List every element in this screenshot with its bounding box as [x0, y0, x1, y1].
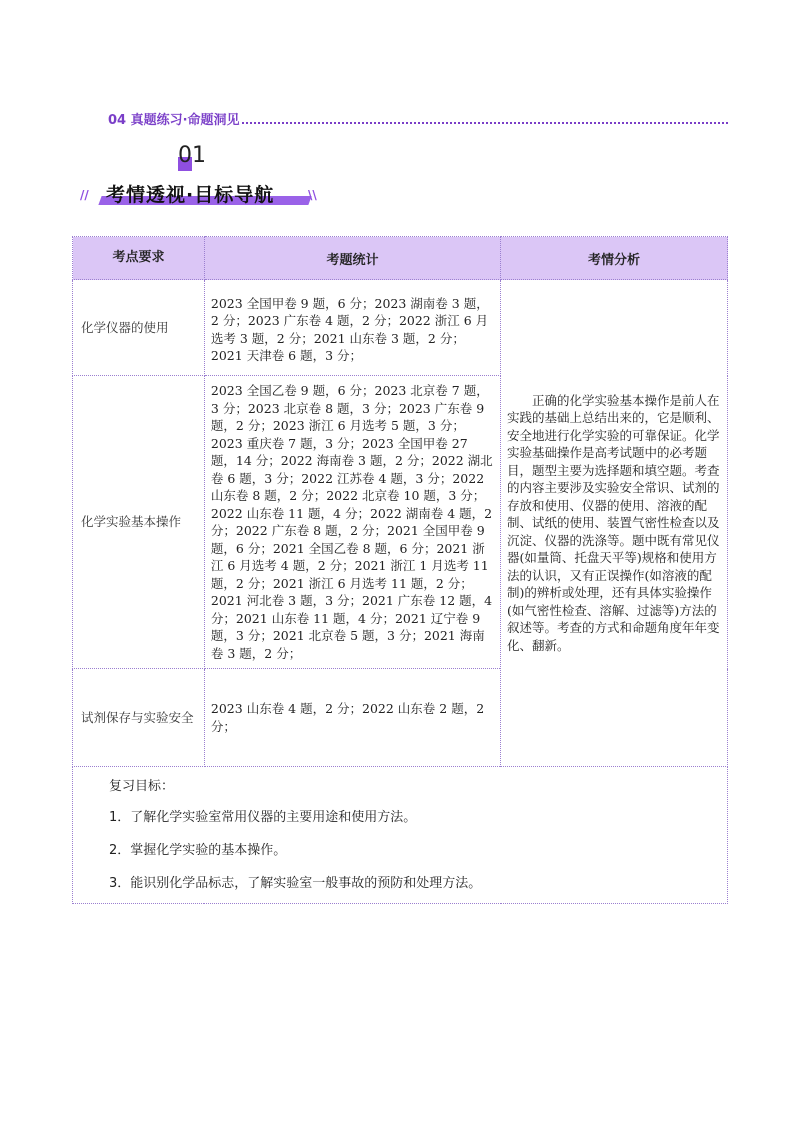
slash-decoration-right: \\ — [308, 188, 317, 202]
row-point: 试剂保存与实验安全 — [73, 669, 205, 767]
dotted-rule — [242, 122, 728, 124]
section-header — [108, 108, 728, 128]
goal-item: 2．掌握化学实验的基本操作。 — [109, 843, 287, 858]
row-stats: 2023 山东卷 4 题，2 分；2022 山东卷 2 题，2 分； — [204, 669, 500, 767]
header-stats: 考题统计 — [204, 237, 500, 280]
goal-item: 1．了解化学实验室常用仪器的主要用途和使用方法。 — [109, 810, 417, 825]
goals-cell — [73, 767, 728, 904]
banner-title: 考情透视·目标导航 — [106, 184, 275, 206]
goals-title: 复习目标： — [109, 779, 175, 794]
header-analysis: 考情分析 — [501, 237, 728, 280]
slash-decoration-left: // — [80, 188, 89, 202]
row-stats: 2023 全国甲卷 9 题，6 分；2023 湖南卷 3 题，2 分；2023 广东卷 4 题，2 分；2022 浙江 6 月选考 3 题，2 分；2021 山东卷 3 题，2 分；2021 天津卷 6 题，3 分； — [204, 280, 500, 376]
row-point: 化学仪器的使用 — [73, 280, 205, 376]
table-row — [73, 280, 728, 376]
goals-row — [73, 767, 728, 904]
table-header-row — [73, 237, 728, 280]
row-stats: 2023 全国乙卷 9 题，6 分；2023 北京卷 7 题，3 分；2023 北京卷 8 题，3 分；2023 广东卷 9 题，2 分；2023 浙江 6 月选考 5 题，3 分；2023 重庆卷 7 题，3 分；2023 全国甲卷 27 题，14 分；2022 海南卷 3 题，2 分；2022 湖北卷 6 题，3 分；2022 江苏卷 4 题，3 分；2022 山东卷 8 题，2 分；2022 北京卷 10 题，3 分；2022 山东卷 11 题，4 分；2022 湖南卷 4 题，2 分；2022 广东卷 8 题，2 分；2021 全国甲卷 9 题，6 分；2021 全国乙卷 8 题，6 分；2021 浙江 6 月选考 4 题，2 分；2021 浙江 1 月选考 11 题，2 分；2021 浙江 6 月选考 11 题，2 分；2021 河北卷 3 题，3 分；2021 广东卷 12 题，4 分；2021 山东卷 11 题，4 分；2021 辽宁卷 9 题，3 分；2021 北京卷 5 题，3 分；2021 海南卷 3 题，2 分； — [204, 376, 500, 669]
exam-analysis-table — [72, 236, 728, 904]
header-point: 考点要求 — [73, 237, 205, 280]
row-point: 化学实验基本操作 — [73, 376, 205, 669]
section-label: 04 真题练习·命题洞见 — [108, 113, 240, 128]
section-number: 01 — [178, 143, 206, 168]
title-banner — [80, 178, 325, 208]
analysis-cell: 正确的化学实验基本操作是前人在实践的基础上总结出来的，它是顺利、安全地进行化学实验的可靠保证。化学实验基础操作是高考试题中的必考题目，题型主要为选择题和填空题。考查的内容主要涉及实验安全常识、试剂的存放和使用、仪器的使用、溶液的配制、试纸的使用、装置气密性检查以及沉淀、仪器的洗涤等。题中既有常见仪器(如量筒、托盘天平等)规格和使用方法的认识，又有正误操作(如溶液的配制)的辨析或处理，还有具体实验操作(如气密性检查、溶解、过滤等)方法的叙述等。考查的方式和命题角度年年变化、翻新。 — [501, 280, 728, 767]
goal-item: 3．能识别化学品标志，了解实验室一般事故的预防和处理方法。 — [109, 876, 482, 891]
